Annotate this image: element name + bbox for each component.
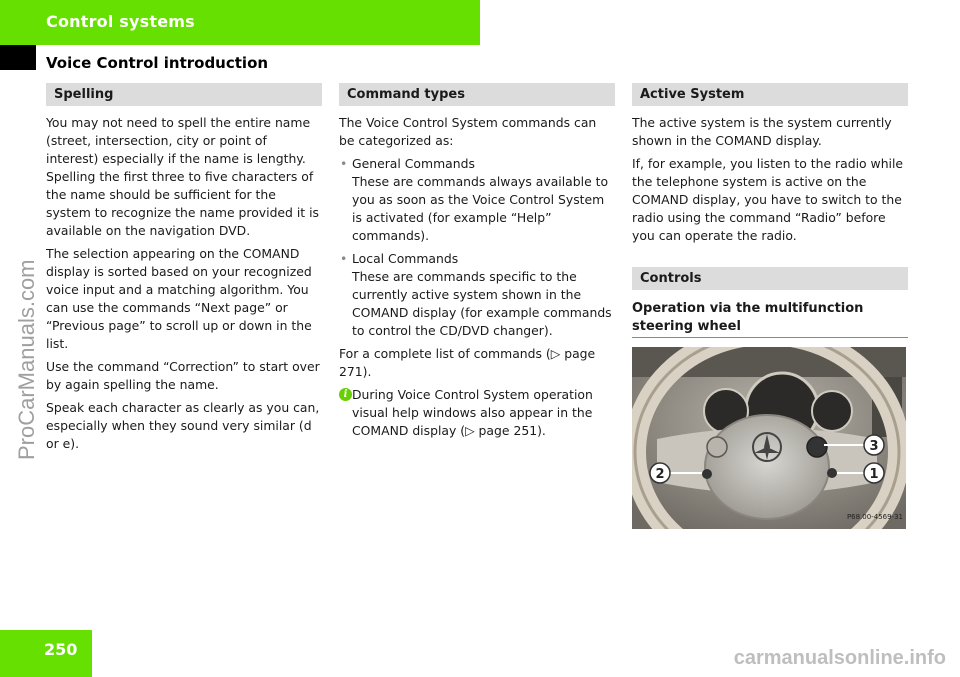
spelling-heading: Spelling (46, 83, 322, 106)
callout-2-label: 2 (655, 467, 665, 482)
bullet-item (339, 250, 615, 340)
bullet-text: These are commands always available to you as soon as the Voice Control System is activated (for example “Help” commands). (352, 174, 609, 243)
active-system-paragraph: The active system is the system currently shown in the COMAND display. (632, 115, 892, 148)
page-reference: For a complete list of commands (▷ page 271). (339, 346, 596, 379)
figure-code: P68.00-4569-31 (846, 513, 903, 521)
spelling-paragraph: Use the command “Correction” to start over by again spelling the name. (46, 359, 320, 392)
active-system-column (632, 83, 908, 529)
active-system-paragraph: If, for example, you listen to the radio while the telephone system is active on the COMAND display, you have to switch to the radio using the command “Radio” before you can operate the radio. (632, 156, 904, 243)
bullet-title: General Commands (352, 156, 475, 171)
section-title: Voice Control introduction (46, 54, 269, 72)
section-tab-marker (0, 45, 36, 70)
info-note-text: During Voice Control System operation visual help windows also appear in the COMAND display (▷ page 251). (352, 387, 593, 438)
active-system-heading: Active System (632, 83, 908, 106)
steering-wheel-illustration (632, 347, 906, 529)
bullet-title: Local Commands (352, 251, 459, 266)
spelling-paragraph: The selection appearing on the COMAND display is sorted based on your recognized voice input and a matching algorithm. You can use the commands “Next page” or “Previous page” to scroll up or down in the list. (46, 246, 312, 351)
bullet-item (339, 155, 615, 245)
spelling-paragraph: Speak each character as clearly as you can, especially when they sound very similar (d or e). (46, 400, 320, 451)
spelling-column (46, 83, 322, 458)
info-note (339, 386, 615, 440)
page-number: 250 (44, 640, 78, 659)
bullet-text: These are commands specific to the currently active system shown in the COMAND display (for example commands to control the CD/DVD changer). (352, 269, 612, 338)
command-types-heading: Command types (339, 83, 615, 106)
bullet-dot-icon: • (340, 156, 348, 171)
command-types-intro: The Voice Control System commands can be categorized as: (339, 115, 597, 148)
side-watermark: ProCarManuals.com (14, 259, 39, 460)
info-icon: i (339, 388, 352, 401)
page-number-box (0, 630, 92, 677)
chapter-title: Control systems (46, 12, 195, 31)
callout-3-label: 3 (869, 439, 879, 454)
bullet-dot-icon: • (340, 251, 348, 266)
command-types-column (339, 83, 615, 440)
controls-heading: Controls (632, 267, 908, 290)
controls-subheading: Operation via the multifunction steering wheel (632, 300, 908, 338)
bottom-watermark: carmanualsonline.info (733, 647, 946, 669)
spelling-paragraph: You may not need to spell the entire name (street, intersection, city or point of interest) especially if the name is lengthy. Spelling the first three to five characters of the name should be sufficient for the system to recognize the name provided it is available on the navigation DVD. (46, 115, 319, 238)
steering-wheel-photo (632, 347, 906, 529)
callout-1-label: 1 (869, 467, 879, 482)
